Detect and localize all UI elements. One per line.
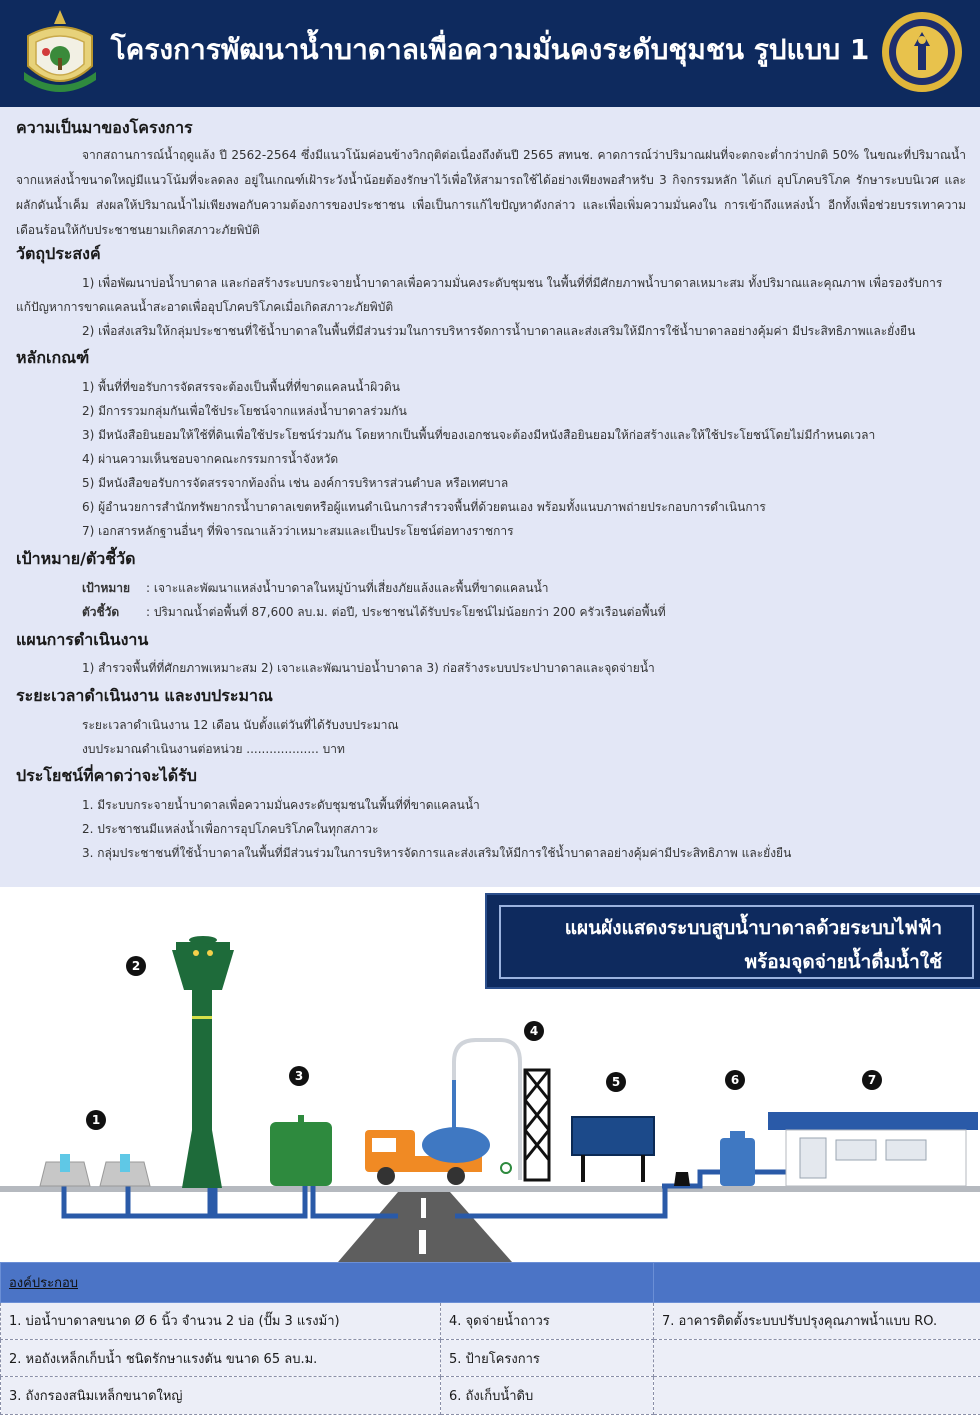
- kpi-label: ตัวชี้วัด: [82, 605, 120, 619]
- table-row: [1, 1377, 980, 1415]
- criteria-item: 5) มีหนังสือขอรับการจัดสรรจากท้องถิ่น เช่น องค์การบริหารส่วนตำบล หรือเทศบาล: [82, 476, 509, 490]
- benefit-item: 1. มีระบบกระจายน้ำบาดาลเพื่อความมั่นคงระดับชุมชนในพื้นที่ที่ขาดแคลนน้ำ: [82, 798, 480, 812]
- department-seal-icon: [876, 6, 968, 98]
- component-badge-3: 3: [289, 1066, 309, 1086]
- filling-hose: [452, 1080, 456, 1128]
- plan-heading: แผนการดำเนินงาน: [16, 630, 149, 649]
- component-cell: 1. บ่อน้ำบาดาลขนาด Ø 6 นิ้ว จำนวน 2 บ่อ (ปั๊ม 3 แรงม้า): [1, 1302, 441, 1339]
- components-heading-spacer: [654, 1263, 980, 1303]
- objective-item-2: 2) เพื่อส่งเสริมให้กลุ่มประชาชนที่ใช้น้ำบาดาลในพื้นที่มีส่วนร่วมในการบริหารจัดการน้ำบาดาลและส่งเสริมให้มีการใช้น้ำบาดาลอย่างคุ้มค่า มีประสิทธิภาพและยั่งยืน: [82, 324, 916, 338]
- diagram-title-box: [485, 893, 980, 989]
- valve-icon: [501, 1163, 511, 1173]
- component-cell: 7. อาคารติดตั้งระบบปรับปรุงคุณภาพน้ำแบบ RO.: [654, 1302, 980, 1339]
- component-cell: 2. หอถังเหล็กเก็บน้ำ ชนิดรักษาแรงดัน ขนาด 65 ลบ.ม.: [1, 1340, 441, 1377]
- component-badge-1: 1: [86, 1110, 106, 1130]
- criteria-item: 7) เอกสารหลักฐานอื่นๆ ที่พิจารณาแล้วว่าเหมาะสมและเป็นประโยชน์ต่อทางราชการ: [82, 524, 514, 538]
- target-text: : เจาะและพัฒนาแหล่งน้ำบาดาลในหมู่บ้านที่เสี่ยงภัยแล้งและพื้นที่ขาดแคลนน้ำ: [146, 581, 549, 595]
- component-cell: 6. ถังเก็บน้ำดิบ: [441, 1377, 654, 1415]
- component-badge-2: 2: [126, 956, 146, 976]
- background-paragraph: จากสถานการณ์น้ำฤดูแล้ง ปี 2562-2564 ซึ่งมีแนวโน้มค่อนข้างวิกฤติต่อเนื่องถึงต้นปี 2565 สทนช. คาดการณ์ว่าปริมาณฝนที่จะตกจะต่ำกว่าปกติ 50% ในขณะที่ปริมาณน้ำจากแหล่งน้ำขนาดใหญ่มีแนวโน้มที่จะลดลง อยู่ในเกณฑ์เฝ้าระวังน้ำน้อยต้องรักษาไว้เพื่อให้สามารถใช้ได้อย่างเพียงพอสำหรับ 3 กิจกรรมหลัก ได้แก่ อุปโภคบริโภค รักษาระบบนิเวศ และผลักดันน้ำเค็ม ส่งผลให้ปริมาณน้ำไม่เพียงพอกับความต้องการของประชาชน เพื่อเป็นการแก้ไขปัญหาดังกล่าว และเพื่อเพิ่มความมั่นคงใน การเข้าถึงแหล่งน้ำ อีกทั้งเพื่อช่วยบรรเทาความเดือนร้อนให้กับประชาชนยามเกิดสภาวะภัยพิบัติ: [16, 148, 966, 237]
- criteria-item: 6) ผู้อำนวยการสำนักทรัพยากรน้ำบาดาลเขตหรือผู้แทนดำเนินการสำรวจพื้นที่ด้วยตนเอง พร้อมทั้งแนบภาพถ่ายประกอบการดำเนินการ: [82, 500, 766, 514]
- benefit-item: 2. ประชาชนมีแหล่งน้ำเพื่อการอุปโภคบริโภคในทุกสภาวะ: [82, 822, 379, 836]
- water-truck: [365, 1127, 490, 1185]
- criteria-item: 2) มีการรวมกลุ่มกันเพื่อใช้ประโยชน์จากแหล่งน้ำบาดาลร่วมกัน: [82, 404, 407, 418]
- components-heading: องค์ประกอบ: [1, 1263, 654, 1303]
- diagram-title-line-1: แผนผังแสดงระบบสูบน้ำบาดาลด้วยระบบไฟฟ้า: [564, 917, 942, 939]
- kpi-text: : ปริมาณน้ำต่อพื้นที่ 87,600 ลบ.ม. ต่อปี, ประชาชนได้รับประโยชน์ไม่น้อยกว่า 200 ครัวเรือนต่อพื้นที่: [146, 605, 666, 619]
- road-marking: [419, 1230, 426, 1254]
- ro-building: [768, 1112, 978, 1186]
- target-label: เป้าหมาย: [82, 581, 131, 595]
- benefits-heading: ประโยชน์ที่คาดว่าจะได้รับ: [16, 766, 197, 785]
- criteria-item: 1) พื้นที่ที่ขอรับการจัดสรรจะต้องเป็นพื้นที่ที่ขาดแคลนน้ำผิวดิน: [82, 380, 400, 394]
- page-title: โครงการพัฒนาน้ำบาดาลเพื่อความมั่นคงระดับชุมชน รูปแบบ 1: [110, 33, 870, 66]
- component-cell: [654, 1377, 980, 1415]
- component-badge-4: 4: [524, 1021, 544, 1041]
- schedule-duration: ระยะเวลาดำเนินงาน 12 เดือน นับตั้งแต่วันที่ได้รับงบประมาณ: [82, 718, 399, 732]
- table-row: [1, 1302, 980, 1339]
- background-heading: ความเป็นมาของโครงการ: [16, 118, 193, 137]
- schedule-budget: งบประมาณดำเนินงานต่อหน่วย ................... บาท: [82, 742, 345, 756]
- well-pump-1: [40, 1154, 90, 1186]
- targets-heading: เป้าหมาย/ตัวชี้วัด: [16, 549, 136, 568]
- raw-water-tank: [720, 1131, 755, 1186]
- schedule-heading: ระยะเวลาดำเนินงาน และงบประมาณ: [16, 686, 273, 705]
- objective-item-1: 1) เพื่อพัฒนาบ่อน้ำบาดาล และก่อสร้างระบบกระจายน้ำบาดาลเพื่อความมั่นคงระดับชุมชน ในพื้นที่ที่มีศักยภาพน้ำบาดาลเหมาะสม ทั้งปริมาณและคุณภาพ เพื่อรองรับการ: [82, 276, 943, 290]
- component-cell: 5. ป้ายโครงการ: [441, 1340, 654, 1377]
- project-sign: [572, 1117, 654, 1182]
- ground-line: [0, 1186, 980, 1192]
- component-badge-6: 6: [725, 1070, 745, 1090]
- objective-item-1-cont: แก้ปัญหาการขาดแคลนน้ำสะอาดเพื่ออุปโภคบริโภคเมื่อเกิดสภาวะภัยพิบัติ: [16, 300, 394, 314]
- component-badge-5: 5: [606, 1072, 626, 1092]
- water-tower: [172, 936, 234, 1188]
- component-cell: [654, 1340, 980, 1377]
- distribution-tower: [525, 1070, 549, 1180]
- objectives-heading: วัตถุประสงค์: [16, 244, 101, 263]
- components-table: [0, 1262, 980, 1415]
- criteria-item: 3) มีหนังสือยินยอมให้ใช้ที่ดินเพื่อใช้ประโยชน์ร่วมกัน โดยหากเป็นพื้นที่ของเอกชนจะต้องมีหนังสือยินยอมให้ก่อสร้างและให้ใช้ประโยชน์โดยไม่มีกำหนดเวลา: [82, 428, 876, 442]
- diagram-title-line-2: พร้อมจุดจ่ายน้ำดื่มน้ำใช้: [744, 951, 942, 973]
- province-seal-icon: [14, 6, 106, 98]
- diagram-title-frame: [499, 905, 974, 979]
- component-badge-7: 7: [862, 1070, 882, 1090]
- well-pump-2: [100, 1154, 150, 1186]
- criteria-item: 4) ผ่านความเห็นชอบจากคณะกรรมการน้ำจังหวัด: [82, 452, 339, 466]
- pump-icon: [674, 1172, 690, 1186]
- component-cell: 3. ถังกรองสนิมเหล็กขนาดใหญ่: [1, 1377, 441, 1415]
- header-banner: [0, 0, 980, 107]
- component-cell: 4. จุดจ่ายน้ำถาวร: [441, 1302, 654, 1339]
- criteria-heading: หลักเกณฑ์: [16, 348, 90, 367]
- filter-tank: [270, 1115, 332, 1186]
- benefit-item: 3. กลุ่มประชาชนที่ใช้น้ำบาดาลในพื้นที่มีส่วนร่วมในการบริหารจัดการและส่งเสริมให้มีการใช้น้ำบาดาลอย่างคุ้มค่ามีประสิทธิภาพ และยั่งยืน: [82, 846, 792, 860]
- plan-text: 1) สำรวจพื้นที่ที่ศักยภาพเหมาะสม 2) เจาะและพัฒนาบ่อน้ำบาดาล 3) ก่อสร้างระบบประปาบาดาลและจุดจ่ายน้ำ: [82, 661, 655, 675]
- road-marking: [421, 1198, 426, 1218]
- table-row: [1, 1340, 980, 1377]
